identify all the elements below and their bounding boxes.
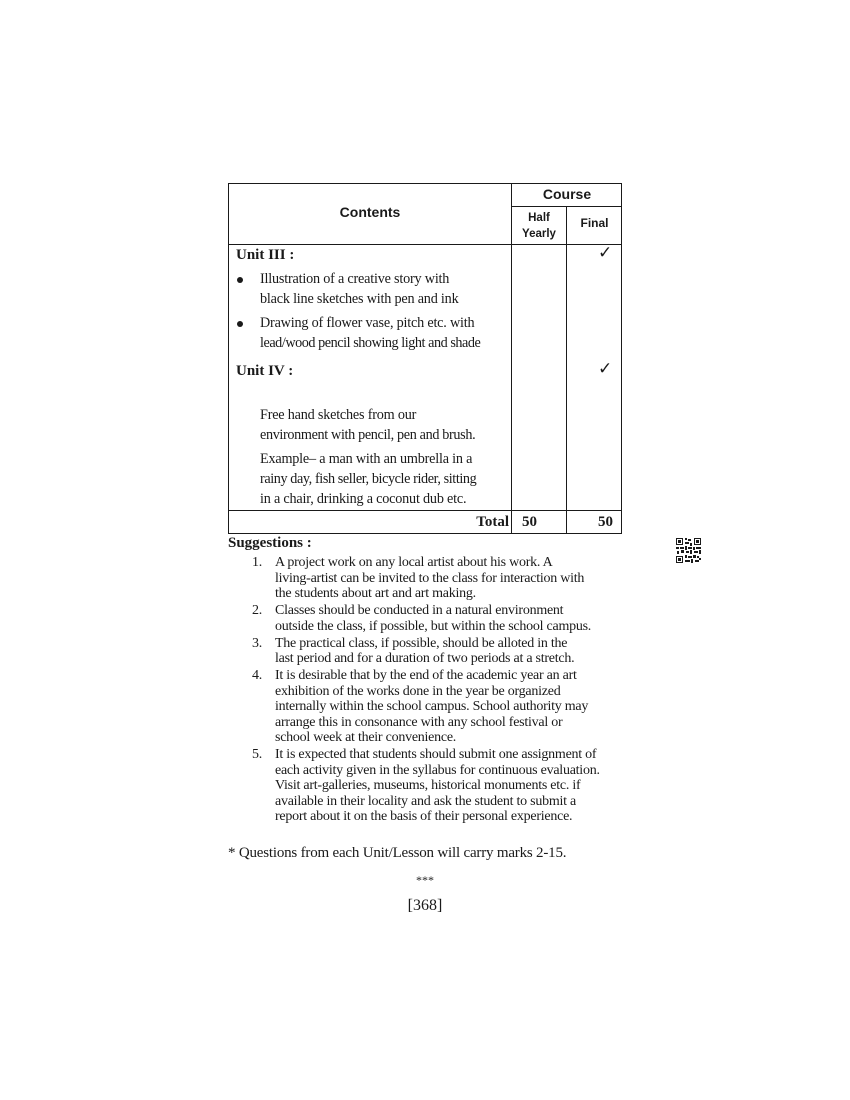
suggestions-heading: Suggestions : <box>228 535 312 551</box>
suggestion-number: 5. <box>252 747 262 762</box>
header-half-yearly <box>512 210 566 242</box>
header-bottom-rule <box>229 244 621 245</box>
marks-footnote: * Questions from each Unit/Lesson will carry marks 2-15. <box>228 845 567 861</box>
section-separator: *** <box>416 873 434 887</box>
unit-3-item-2 <box>260 313 515 353</box>
table-divider-half-final <box>566 207 567 533</box>
suggestion-line: living-artist can be invited to the class for interaction with <box>275 570 585 586</box>
total-row-rule <box>229 510 621 511</box>
suggestion-item-4 <box>228 668 622 746</box>
unit-3-item-1-line2: black line sketches with pen and ink <box>260 291 459 307</box>
unit-3-final-check-icon: ✓ <box>598 243 613 263</box>
suggestion-number: 4. <box>252 668 262 683</box>
unit-4-paragraph-2-line3: in a chair, drinking a coconut dub etc. <box>260 491 467 507</box>
unit-4-final-check-icon: ✓ <box>598 359 613 379</box>
suggestion-number: 1. <box>252 555 262 570</box>
unit-4-paragraph-1-line2: environment with pencil, pen and brush. <box>260 427 476 443</box>
suggestion-item-5 <box>228 747 622 825</box>
suggestion-line: outside the class, if possible, but within the school campus. <box>275 618 592 634</box>
header-course: Course <box>542 186 592 202</box>
suggestion-line: report about it on the basis of their personal experience. <box>275 809 573 824</box>
suggestion-line: each activity given in the syllabus for continuous evaluation. <box>275 762 600 778</box>
unit-4-paragraph-2-line1: Example– a man with an umbrella in a <box>260 451 473 467</box>
unit-3-item-2-line1: Drawing of flower vase, pitch etc. with <box>260 315 475 331</box>
bullet-icon <box>237 277 243 283</box>
suggestion-item-2 <box>228 603 622 634</box>
suggestion-line: Visit art-galleries, museums, historical monuments etc. if <box>275 778 581 793</box>
page-number: [368] <box>407 897 443 914</box>
total-final: 50 <box>598 514 613 530</box>
header-half-yearly-line2: Yearly <box>522 228 556 240</box>
suggestion-line: It is desirable that by the end of the academic year an art <box>275 668 577 683</box>
unit-3-item-1 <box>260 269 510 309</box>
qr-code-icon[interactable] <box>676 538 701 563</box>
suggestion-line: exhibition of the works done in the year be organized <box>275 683 561 699</box>
unit-3-item-2-line2: lead/wood pencil showing light and shade <box>260 335 481 351</box>
unit-3-item-1-line1: Illustration of a creative story with <box>260 271 450 287</box>
header-half-yearly-line1: Half <box>528 212 550 224</box>
suggestion-line: the students about art and art making. <box>275 586 476 601</box>
bullet-icon <box>237 321 243 327</box>
suggestion-item-3 <box>228 636 622 667</box>
suggestion-line: school week at their convenience. <box>275 730 457 745</box>
suggestion-line: The practical class, if possible, should be alloted in the <box>275 635 568 651</box>
suggestion-number: 3. <box>252 635 262 651</box>
suggestion-line: Classes should be conducted in a natural environment <box>275 603 564 618</box>
unit-4-paragraph-2 <box>260 449 510 509</box>
suggestion-line: arrange this in consonance with any school festival or <box>275 714 563 730</box>
unit-3-title: Unit III : <box>236 247 295 263</box>
header-final: Final <box>580 216 609 230</box>
suggestions-list <box>228 555 622 826</box>
suggestion-line: available in their locality and ask the student to submit a <box>275 793 576 809</box>
suggestion-line: A project work on any local artist about his work. A <box>275 555 553 570</box>
unit-4-title: Unit IV : <box>236 363 294 379</box>
unit-4-paragraph-2-line2: rainy day, fish seller, bicycle rider, sitting <box>260 471 477 487</box>
course-header-rule <box>511 206 621 207</box>
total-half-yearly: 50 <box>522 514 537 530</box>
suggestion-number: 2. <box>252 603 262 618</box>
suggestion-line: It is expected that students should submit one assignment of <box>275 747 597 762</box>
suggestion-item-1 <box>228 555 622 602</box>
header-contents: Contents <box>339 204 401 220</box>
suggestion-line: last period and for a duration of two periods at a stretch. <box>275 651 575 666</box>
total-label: Total <box>476 514 509 530</box>
syllabus-table <box>228 183 622 534</box>
unit-4-paragraph-1-line1: Free hand sketches from our <box>260 407 417 423</box>
unit-4-paragraph-1 <box>260 405 510 445</box>
suggestion-line: internally within the school campus. School authority may <box>275 699 589 714</box>
